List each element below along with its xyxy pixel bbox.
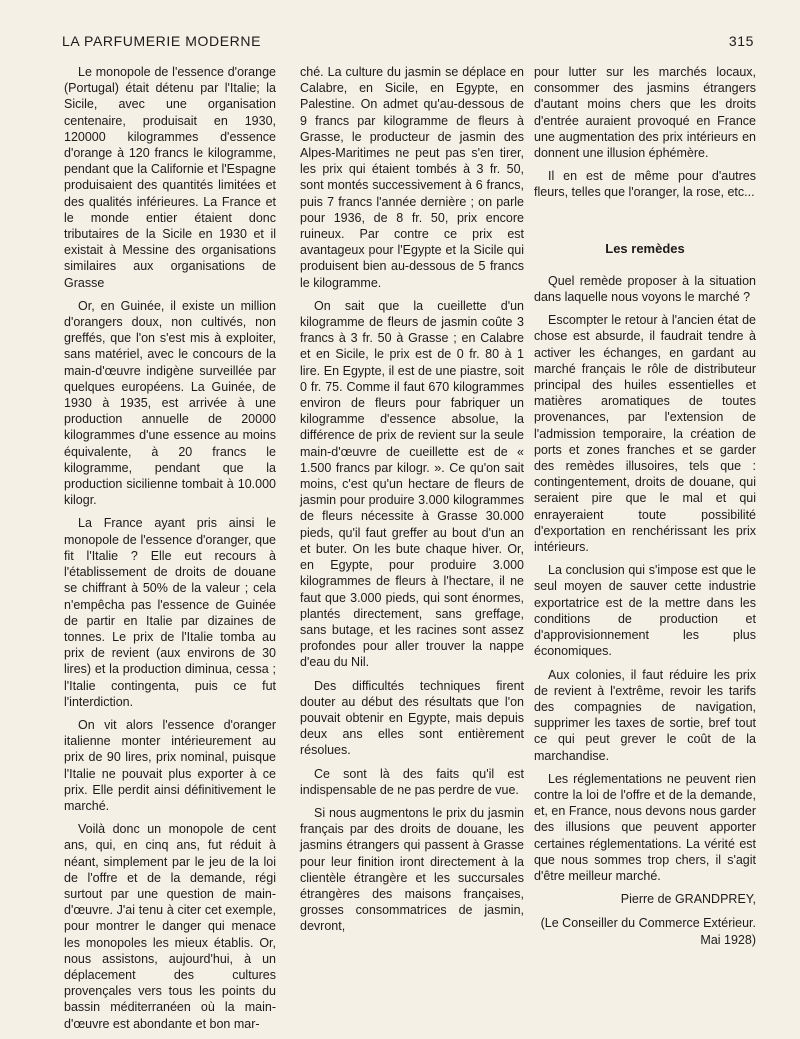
section-heading: Les remèdes — [605, 240, 685, 256]
paragraph: Le monopole de l'essence d'orange (Portugal) était détenu par l'Italie; la Sicile, avec une organisation centenaire, produisait en 1930, 120000 kilogrammes d'essence d'orange à 120 francs le kilogramme, pendant que la Californie et l'Espagne produisaient des quantités limitées et des qualités inférieures. La France et le monde entier étaient donc tributaires de la Sicile en 1930 et il existait à Messine des organisations similaires aux organisations de Grasse — [64, 65, 276, 290]
column-3 — [534, 64, 756, 948]
column-2 — [300, 64, 524, 942]
page-number: 315 — [728, 33, 754, 49]
running-head — [62, 33, 754, 49]
paragraph: Ce sont là des faits qu'il est indispensable de ne pas perdre de vue. — [300, 766, 524, 797]
paragraph: On sait que la cueillette d'un kilogramme de fleurs de jasmin coûte 3 francs à 3 fr. 50 à Grasse ; en Calabre et en Sicile, le prix est de 0 fr. 80 à 1 lire. En Egypte, il est de une piastre, soit 0 fr. 75. Comme il faut 670 kilogrammes environ de fleurs pour fabriquer un kilogramme d'essence absolue, la différence de prix de revient sur la seule main-d'œuvre de cueillette est de « 1.500 francs par kilogr. ». Ce qu'on sait moins, c'est qu'un hectare de fleurs de jasmin pour produire 3.000 kilogrammes de fleurs nécessite à Grasse 30.000 pieds, qu'il faut greffer au bout d'un an et buter. On les bute chaque hiver. Or, en Egypte, pour produire 3.000 kilogrammes de fleurs à l'hectare, il ne faut que 3.000 pieds, qui sont énormes, plantés directement, sans greffage, sans butage, et les racines sont assez profondes pour aller trouver la nappe d'eau du Nil. — [300, 298, 524, 670]
paragraph: Il en est de même pour d'autres fleurs, telles que l'oranger, la rose, etc... — [534, 169, 756, 200]
journal-title: LA PARFUMERIE MODERNE — [62, 33, 262, 49]
paragraph: Les réglementations ne peuvent rien contre la loi de l'offre et de la demande, et, en France, nous devons nous garder des illusions que peuvent apporter certaines réglementations. La vérité est que nous sommes trop chers, il s'agit d'être meilleur marché. — [534, 771, 756, 883]
paragraph: pour lutter sur les marchés locaux, consommer des jasmins étrangers d'autant moins chers que les droits d'entrée auraient provoqué en France une augmentation des prix intérieurs en donnent une illusion éphémère. — [534, 65, 756, 161]
paragraph: Des difficultés techniques firent douter au début des résultats que l'on pouvait obtenir en Egypte, mais depuis deux ans elles sont entièrement résolues. — [300, 678, 524, 758]
author-title: (Le Conseiller du Commerce Extérieur. Mai 1928) — [540, 916, 756, 947]
paragraph: On vit alors l'essence d'oranger italienne monter intérieurement au prix de 90 lires, prix nominal, puisque l'Italie ne pouvait plus exporter à ce prix. Elle perdit ainsi définitivement le marché. — [64, 717, 276, 813]
paragraph: La France ayant pris ainsi le monopole de l'essence d'oranger, que fit l'Italie ? Elle eut recours à l'établissement de droits de douane se chiffrant à 50% de la valeur ; cela n'empêcha pas l'essence de Guinée de partir en Italie par dizaines de tonnes. Le prix de l'Italie tomba au prix de revient (aux environs de 30 lires) et la production diminua, cessa ; l'Italie contingenta, puis ce fut l'interdiction. — [64, 516, 276, 709]
column-1 — [64, 64, 276, 1039]
paragraph: Voilà donc un monopole de cent ans, qui, en cinq ans, fut réduit à néant, simplement par le jeu de la loi de l'offre et de la demande, régi surtout par une question de main-d'œuvre. J'ai tenu à citer cet exemple, pour montrer le danger qui menace les monopoles les mieux établis. Or, nous assistons, aujourd'hui, à un déplacement des cultures provençales vers tous les points du bassin méditerranéen où la main-d'œuvre est abondante et bon mar- — [64, 822, 276, 1031]
paragraph: Aux colonies, il faut réduire les prix de revient à l'extrême, revoir les tarifs des compagnies de navigation, supprimer les taxes de sortie, bref tout ce qui peut grever le coût de la marchandise. — [534, 667, 756, 763]
paragraph: La conclusion qui s'impose est que le seul moyen de sauver cette industrie exportatrice est de la mettre dans les conditions de production et d'approvisionnement les plus économiques. — [534, 563, 756, 659]
paragraph: Escompter le retour à l'ancien état de chose est absurde, il faudrait tendre à activer les échanges, en gardant au marché français le rôle de distributeur principal des huiles essentielles et matières aromatiques de toutes provenances, par l'extension de l'admission temporaire, la création de ports et zones franches et se garder des remèdes illusoires, tels que : contingentement, droits de douane, qui seraient pire que le mal et qui enrayeraient toute possibilité d'exportation en renchérissant les prix intérieurs. — [534, 313, 756, 555]
paragraph: Quel remède proposer à la situation dans laquelle nous voyons le marché ? — [534, 273, 756, 305]
paragraph: Si nous augmentons le prix du jasmin français par des droits de douane, les jasmins étrangers qui passent à Grasse pour leur finition iront directement à la clientèle étrangère et les succursales étrangères des maisons françaises, grosses consommatrices de jasmin, devront, — [300, 805, 524, 934]
paragraph: Or, en Guinée, il existe un million d'orangers doux, non cultivés, non greffés, que l'on s'est mis à exploiter, sans matériel, avec le concours de la main-d'œuvre indigène surveillée par quelques européens. La Guinée, de 1930 à 1935, est arrivée à une production annuelle de 20000 kilogrammes d'une essence au moins équivalente, à 20 francs le kilogramme, pendant que la production sicilienne tombait à 10.000 kilogr. — [64, 298, 276, 508]
author-signature: Pierre de GRANDPREY, — [620, 892, 756, 907]
paragraph: ché. La culture du jasmin se déplace en Calabre, en Sicile, en Egypte, en Palestine. On admet qu'au-dessous de 9 francs par kilogramme de fleurs à Grasse, le producteur de jasmin des Alpes-Maritimes ne peut pas s'en tirer, les prix qui étaient tombés à 3 fr. 50, sont montés successivement à 6 francs, puis 7 francs l'année dernière ; on parle pour 1936, de 8 fr. 50, prix encore ruineux. Par contre ce prix est avantageux pour l'Egypte et la Sicile qui produisent bien au-dessous de 5 francs le kilogramme. — [300, 65, 524, 290]
